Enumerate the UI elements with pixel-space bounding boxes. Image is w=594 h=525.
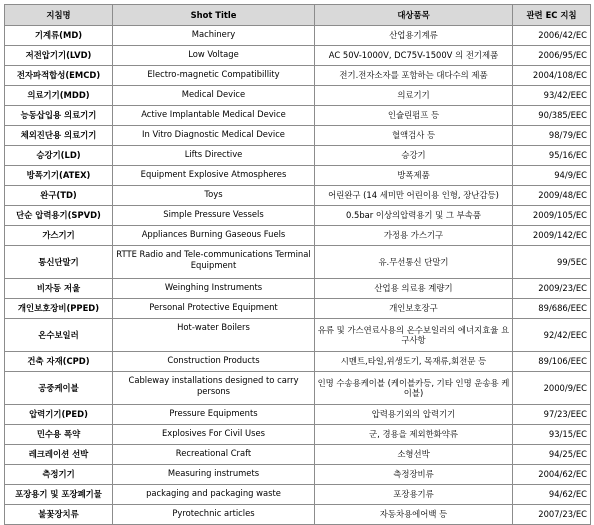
target-products: 어린완구 (14 세미만 어린이용 인형, 장난감등) — [315, 186, 513, 206]
table-row — [5, 425, 591, 445]
ec-directives-table — [4, 4, 591, 525]
target-products: 의료기기 — [315, 86, 513, 106]
target-products: 전기.전자소자를 포함하는 대다수의 제품 — [315, 66, 513, 86]
directive-name: 건축 자재(CPD) — [5, 352, 113, 372]
table-row — [5, 319, 591, 352]
short-title: packaging and packaging waste — [113, 485, 315, 505]
ec-directive: 93/15/EC — [513, 425, 591, 445]
table-row — [5, 465, 591, 485]
ec-directive: 2007/23/EC — [513, 505, 591, 525]
target-products: 인명 수송용케이블 (케이블카등, 기타 인명 운송용 케이블) — [315, 372, 513, 405]
directive-name: 승강기(LD) — [5, 146, 113, 166]
target-products: 가정용 가스기구 — [315, 226, 513, 246]
ec-directive: 2004/62/EC — [513, 465, 591, 485]
header-short-title: Shot Title — [113, 5, 315, 26]
short-title: Simple Pressure Vessels — [113, 206, 315, 226]
short-title: RTTE Radio and Tele-communications Terminal Equipment — [113, 246, 315, 279]
header-directive-name: 지침명 — [5, 5, 113, 26]
short-title: Machinery — [113, 26, 315, 46]
target-products: 자동차용에어백 등 — [315, 505, 513, 525]
table-row — [5, 66, 591, 86]
ec-directive: 2009/23/EC — [513, 279, 591, 299]
target-products: 인슐린펌프 등 — [315, 106, 513, 126]
table-row — [5, 146, 591, 166]
short-title: Recreational Craft — [113, 445, 315, 465]
table-row — [5, 299, 591, 319]
target-products: 혈액검사 등 — [315, 126, 513, 146]
header-row — [5, 5, 591, 26]
short-title: Appliances Burning Gaseous Fuels — [113, 226, 315, 246]
target-products: 군, 경용을 제외한화약류 — [315, 425, 513, 445]
short-title: Pyrotechnic articles — [113, 505, 315, 525]
target-products: 포장용기류 — [315, 485, 513, 505]
ec-directive: 2006/95/EC — [513, 46, 591, 66]
target-products: 유.무선통신 단말기 — [315, 246, 513, 279]
target-products: 산업용기계류 — [315, 26, 513, 46]
directive-name: 압력기기(PED) — [5, 405, 113, 425]
target-products: 압력용기외의 압력기기 — [315, 405, 513, 425]
directive-name: 완구(TD) — [5, 186, 113, 206]
short-title: In Vitro Diagnostic Medical Device — [113, 126, 315, 146]
target-products: 소형선박 — [315, 445, 513, 465]
table-row — [5, 106, 591, 126]
short-title: Active Implantable Medical Device — [113, 106, 315, 126]
directive-name: 기계류(MD) — [5, 26, 113, 46]
ec-directive: 2009/142/EC — [513, 226, 591, 246]
ec-directive: 89/686/EEC — [513, 299, 591, 319]
directive-name: 가스기기 — [5, 226, 113, 246]
directive-name: 저전압기기(LVD) — [5, 46, 113, 66]
short-title: Medical Device — [113, 86, 315, 106]
table-row — [5, 206, 591, 226]
table-row — [5, 246, 591, 279]
directive-name: 공중케이블 — [5, 372, 113, 405]
ec-directive: 93/42/EEC — [513, 86, 591, 106]
target-products: 방폭제품 — [315, 166, 513, 186]
directive-name: 개인보호장비(PPED) — [5, 299, 113, 319]
directive-name: 능동삽입용 의료기기 — [5, 106, 113, 126]
short-title: Toys — [113, 186, 315, 206]
short-title: Construction Products — [113, 352, 315, 372]
table-row — [5, 445, 591, 465]
short-title: Weinghing Instruments — [113, 279, 315, 299]
directive-name: 측정기기 — [5, 465, 113, 485]
target-products: 승강기 — [315, 146, 513, 166]
table-row — [5, 505, 591, 525]
ec-directive: 94/62/EC — [513, 485, 591, 505]
table-row — [5, 352, 591, 372]
directive-name: 불꽃장치류 — [5, 505, 113, 525]
ec-directive: 94/9/EC — [513, 166, 591, 186]
short-title: Pressure Equipments — [113, 405, 315, 425]
short-title: Low Voltage — [113, 46, 315, 66]
ec-directive: 2006/42/EC — [513, 26, 591, 46]
table-row — [5, 46, 591, 66]
target-products: 0.5bar 이상의압력용기 및 그 부속품 — [315, 206, 513, 226]
directive-name: 단순 압력용기(SPVD) — [5, 206, 113, 226]
ec-directive: 89/106/EEC — [513, 352, 591, 372]
ec-directive: 95/16/EC — [513, 146, 591, 166]
table-row — [5, 166, 591, 186]
short-title: Personal Protective Equipment — [113, 299, 315, 319]
table-row — [5, 126, 591, 146]
directive-name: 민수용 폭약 — [5, 425, 113, 445]
target-products: 산업용 의료용 계량기 — [315, 279, 513, 299]
directive-name: 체외진단용 의료기기 — [5, 126, 113, 146]
ec-directive: 97/23/EEC — [513, 405, 591, 425]
directive-name: 포장용기 및 포장폐기물 — [5, 485, 113, 505]
short-title: Hot-water Boilers — [113, 319, 315, 352]
directive-name: 온수보일러 — [5, 319, 113, 352]
short-title: Explosives For Civil Uses — [113, 425, 315, 445]
header-target-products: 대상품목 — [315, 5, 513, 26]
table-row — [5, 186, 591, 206]
directive-name: 방폭기기(ATEX) — [5, 166, 113, 186]
short-title: Cableway installations designed to carry persons — [113, 372, 315, 405]
target-products: 개인보호장구 — [315, 299, 513, 319]
ec-directive: 2004/108/EC — [513, 66, 591, 86]
short-title: Measuring instrumets — [113, 465, 315, 485]
ec-directive: 90/385/EEC — [513, 106, 591, 126]
directive-name: 전자파적합성(EMCD) — [5, 66, 113, 86]
target-products: 유류 및 가스연료사용의 온수보일러의 에너지효율 요구사항 — [315, 319, 513, 352]
header-ec-directive: 관련 EC 지침 — [513, 5, 591, 26]
table-row — [5, 372, 591, 405]
table-row — [5, 279, 591, 299]
directive-name: 비자동 저울 — [5, 279, 113, 299]
ec-directive: 99/5EC — [513, 246, 591, 279]
ec-directive: 94/25/EC — [513, 445, 591, 465]
target-products: 시멘트,타일,위생도기, 목재류,회전문 등 — [315, 352, 513, 372]
table-row — [5, 405, 591, 425]
target-products: 측정장비류 — [315, 465, 513, 485]
directive-name: 레크레이션 선박 — [5, 445, 113, 465]
target-products: AC 50V-1000V, DC75V-1500V 의 전기제품 — [315, 46, 513, 66]
table-row — [5, 26, 591, 46]
short-title: Electro-magnetic Compatibillity — [113, 66, 315, 86]
table-row — [5, 86, 591, 106]
table-row — [5, 226, 591, 246]
directive-name: 의료기기(MDD) — [5, 86, 113, 106]
ec-directive: 2000/9/EC — [513, 372, 591, 405]
ec-directive: 98/79/EC — [513, 126, 591, 146]
ec-directive: 92/42/EEC — [513, 319, 591, 352]
short-title: Lifts Directive — [113, 146, 315, 166]
short-title: Equipment Explosive Atmospheres — [113, 166, 315, 186]
ec-directive: 2009/105/EC — [513, 206, 591, 226]
directive-name: 통신단말기 — [5, 246, 113, 279]
ec-directive: 2009/48/EC — [513, 186, 591, 206]
